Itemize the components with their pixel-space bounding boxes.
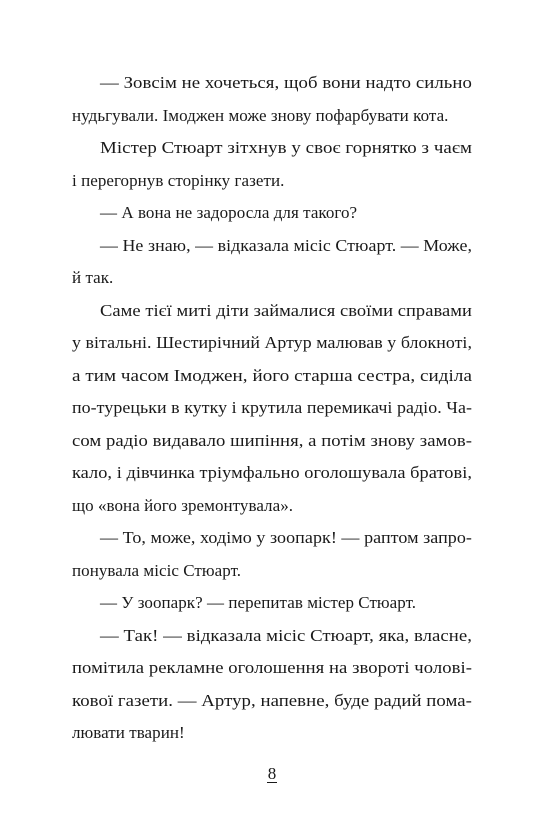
text-line (0, 393, 544, 423)
page-number (0, 763, 544, 785)
text-line-content: й так. (72, 268, 114, 287)
text-line (0, 101, 544, 131)
text-line-content: — То, може, ходімо у зоопарк! — раптом запро- (100, 528, 472, 547)
text-line-content: по-турецьки в кутку і крутила перемикачі радіо. Ча- (72, 398, 473, 417)
text-line-content: а тим часом Імоджен, його старша сестра, сиділа (72, 366, 473, 385)
text-line (0, 361, 544, 391)
text-line (0, 198, 544, 228)
text-line (0, 491, 544, 521)
text-line-content: — А вона не задоросла для такого? (100, 203, 358, 222)
text-line-content: помітила рекламне оголошення на звороті чолові- (72, 658, 473, 677)
text-line (0, 231, 544, 261)
text-line-content: лювати тварин! (72, 723, 185, 742)
text-line (0, 166, 544, 196)
text-line (0, 426, 544, 456)
text-line (0, 718, 544, 748)
text-line (0, 523, 544, 553)
text-line (0, 263, 544, 293)
text-line (0, 588, 544, 618)
text-line (0, 458, 544, 488)
text-line (0, 296, 544, 326)
page-number-value: 8 (267, 764, 277, 783)
text-line-content: — Так! — відказала місіс Стюарт, яка, власне, (100, 626, 472, 645)
text-line-content: у вітальні. Шестирічний Артур малював у блокноті, (72, 333, 472, 352)
text-line-content: що «вона його зремонтувала». (72, 496, 294, 515)
text-line (0, 621, 544, 651)
text-line (0, 68, 544, 98)
text-line (0, 133, 544, 163)
text-line-content: — У зоопарк? — перепитав містер Стюарт. (100, 593, 417, 612)
text-line-content: — Не знаю, — відказала місіс Стюарт. — Може, (100, 236, 472, 255)
text-line-content: сом радіо видавало шипіння, а потім знову замов- (72, 431, 472, 450)
text-line-content: і перегорнув сторінку газети. (72, 171, 285, 190)
text-line (0, 556, 544, 586)
text-line-content: нудьгували. Імоджен може знову пофарбувати кота. (72, 106, 449, 125)
text-line-content: кової газети. — Артур, напевне, буде радий пома- (72, 691, 472, 710)
text-line (0, 328, 544, 358)
text-line-content: кало, і дівчинка тріумфально оголошувала братові, (72, 463, 473, 482)
text-line (0, 653, 544, 683)
text-line-content: — Зовсім не хочеться, щоб вони надто сильно (100, 73, 472, 92)
text-line-content: понувала місіс Стюарт. (72, 561, 242, 580)
text-line (0, 686, 544, 716)
text-line-content: Саме тієї миті діти займалися своїми справами (100, 301, 472, 320)
text-line-content: Містер Стюарт зітхнув у своє горнятко з чаєм (100, 138, 473, 157)
